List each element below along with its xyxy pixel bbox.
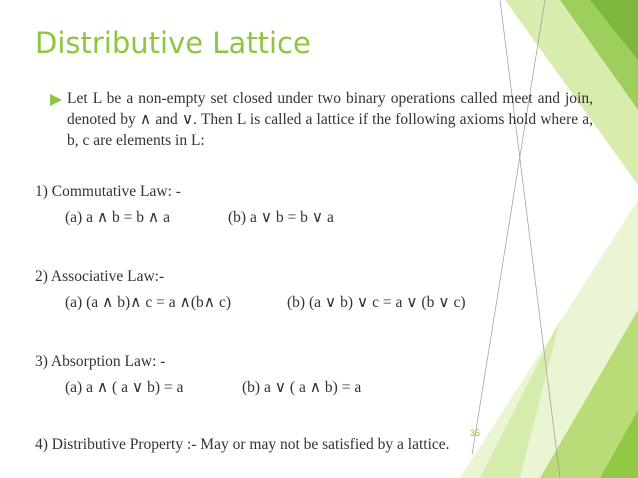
- absorption-law-a: (a) a ∧ ( a ∨ b) = a: [65, 379, 184, 396]
- bullet-arrow-icon: [50, 94, 62, 106]
- associative-law-a: (a) (a ∧ b)∧ c = a ∧(b∧ c): [65, 294, 231, 311]
- associative-law-b: (b) (a ∨ b) ∨ c = a ∨ (b ∨ c): [287, 294, 466, 311]
- commutative-law-heading: 1) Commutative Law: -: [35, 183, 181, 200]
- page-title: Distributive Lattice: [35, 26, 311, 60]
- commutative-law-b: (b) a ∨ b = b ∨ a: [228, 209, 334, 226]
- absorption-law-b: (b) a ∨ ( a ∧ b) = a: [242, 379, 362, 396]
- distributive-property: 4) Distributive Property :- May or may not be satisfied by a lattice.: [35, 436, 450, 453]
- absorption-law-heading: 3) Absorption Law: -: [35, 353, 166, 370]
- commutative-law-a: (a) a ∧ b = b ∧ a: [65, 209, 171, 226]
- associative-law-heading: 2) Associative Law:-: [35, 268, 165, 285]
- page-number: 35: [470, 428, 481, 438]
- intro-paragraph: Let L be a non-empty set closed under two binary operations called meet and join, denoted by ∧ and ∨. Then L is called a lattice if the following axioms hold where a, b, c are elements in L:: [67, 90, 593, 149]
